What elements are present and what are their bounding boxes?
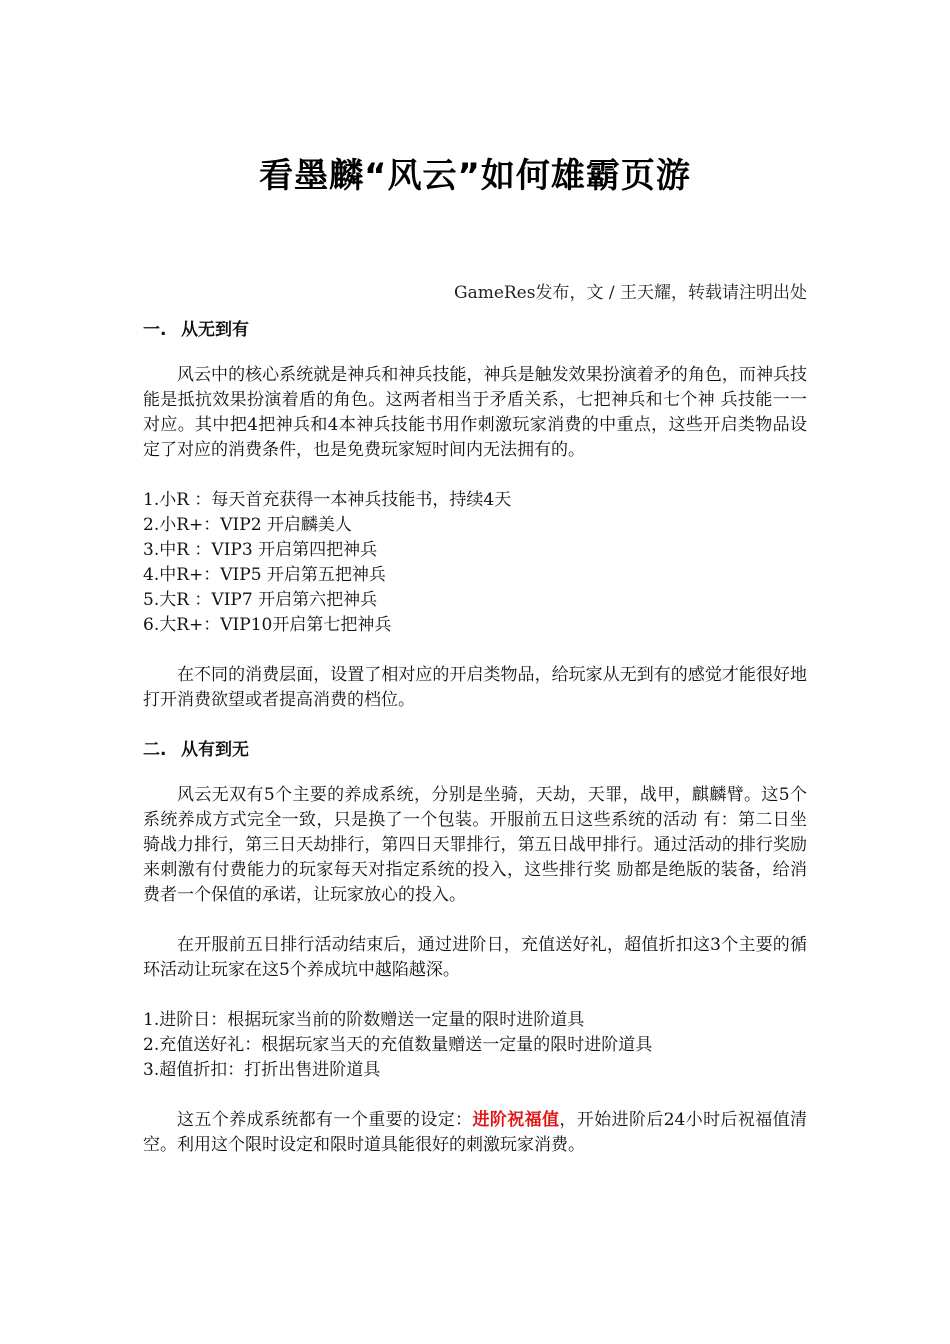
section-2-list xyxy=(143,1008,807,1083)
section-1-heading xyxy=(143,318,807,343)
highlight-term: 进阶祝福值 xyxy=(472,1110,560,1130)
section-1-paragraph-1: 风云中的核心系统就是神兵和神兵技能，神兵是触发效果扮演着矛的角色，而神兵技能是抵抗效果扮演着盾的角色。这两者相当于矛盾关系，七把神兵和七个神 兵技能一一对应。其中把4把神兵和4本神兵技能书用作刺激玩家消费的中重点，这些开启类物品设定了对应的消费条件，也是免费玩家短时间内无法拥有的。 xyxy=(143,365,807,460)
section-2-number: 二. xyxy=(143,740,167,760)
section-2-paragraph-3 xyxy=(143,1108,807,1158)
list-item: 1.小R ：每天首充获得一本神兵技能书，持续4天 xyxy=(143,490,512,510)
paragraph-text-before: 这五个养成系统都有一个重要的设定： xyxy=(177,1110,473,1130)
document-title: 看墨麟“风云”如何雄霸页游 xyxy=(259,156,691,196)
list-item: 4.中R+：VIP5 开启第五把神兵 xyxy=(143,565,386,585)
list-item: 6.大R+：VIP10开启第七把神兵 xyxy=(143,615,392,635)
list-item: 3.中R ：VIP3 开启第四把神兵 xyxy=(143,540,378,560)
section-1-title: 从无到有 xyxy=(181,320,249,340)
section-2-heading xyxy=(143,738,807,763)
list-item: 2.小R+：VIP2 开启麟美人 xyxy=(143,515,352,535)
document-body xyxy=(143,318,807,1158)
section-2-paragraph-2: 在开服前五日排行活动结束后，通过进阶日，充值送好礼，超值折扣这3个主要的循环活动让玩家在这5个养成坑中越陷越深。 xyxy=(143,935,807,980)
list-item: 3.超值折扣：打折出售进阶道具 xyxy=(143,1060,381,1080)
list-item: 2.充值送好礼：根据玩家当天的充值数量赠送一定量的限时进阶道具 xyxy=(143,1035,653,1055)
list-item: 1.进阶日：根据玩家当前的阶数赠送一定量的限时进阶道具 xyxy=(143,1010,585,1030)
section-2-title: 从有到无 xyxy=(181,740,249,760)
list-item: 5.大R ：VIP7 开启第六把神兵 xyxy=(143,590,378,610)
section-1-paragraph-2: 在不同的消费层面，设置了相对应的开启类物品，给玩家从无到有的感觉才能很好地打开消费欲望或者提高消费的档位。 xyxy=(143,665,807,710)
paragraph-text-after: ，开始进阶后24小时后祝福值清空。利用这个限时设定和限时道具能很好的刺激玩家消费。 xyxy=(143,1110,808,1155)
byline: GameRes发布，文 / 王天耀，转载请注明出处 xyxy=(453,283,807,303)
section-1-number: 一. xyxy=(143,320,167,340)
section-2-paragraph-1: 风云无双有5个主要的养成系统，分别是坐骑，天劫，天罪，战甲，麒麟臂。这5个系统养成方式完全一致，只是换了一个包装。开服前五日这些系统的活动 有：第二日坐骑战力排行，第三日天劫排行，第四日天罪排行，第五日战甲排行。通过活动的排行奖励来刺激有付费能力的玩家每天对指定系统的投入，这些排行奖 励都是绝版的装备，给消费者一个保值的承诺，让玩家放心的投入。 xyxy=(143,785,807,905)
section-1-list xyxy=(143,488,807,638)
